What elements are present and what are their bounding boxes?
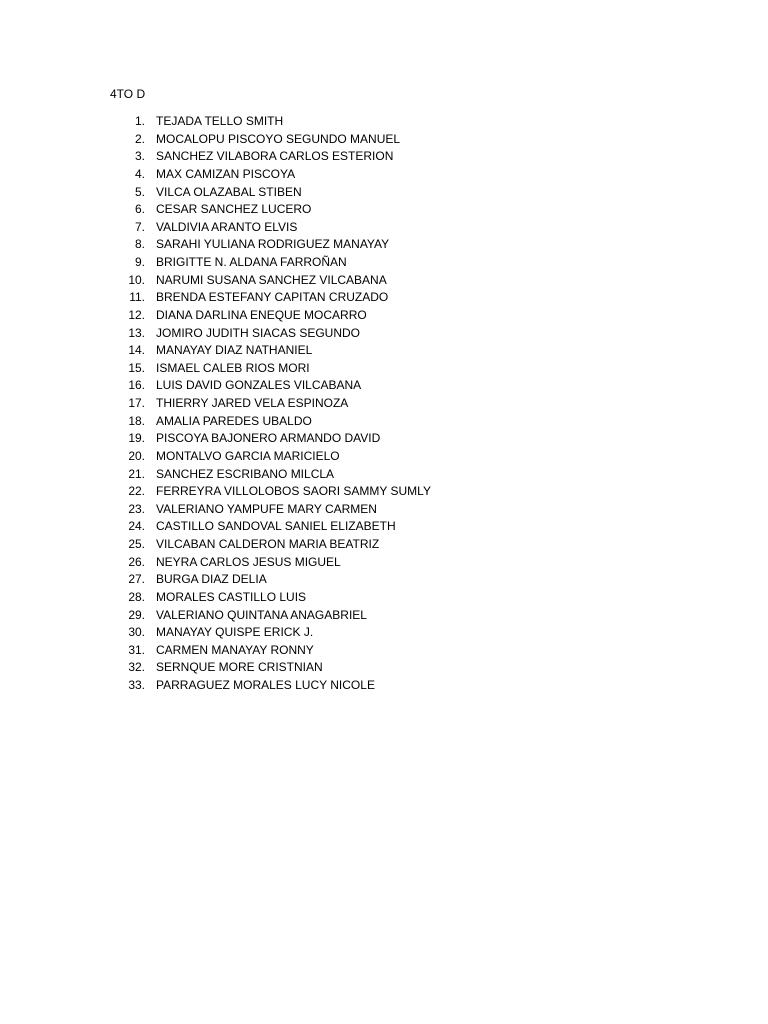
item-number: 20.	[128, 448, 145, 463]
student-name: SARAHI YULIANA RODRIGUEZ MANAYAY	[156, 237, 390, 252]
item-number: 23.	[128, 501, 145, 516]
item-number: 4.	[134, 166, 145, 181]
item-number: 3.	[134, 149, 145, 164]
list-item	[110, 642, 314, 660]
student-name: VALERIANO YAMPUFE MARY CARMEN	[156, 501, 377, 516]
student-name: MORALES CASTILLO LUIS	[156, 589, 307, 604]
list-item	[110, 254, 347, 272]
item-number: 9.	[134, 255, 145, 269]
student-name: JOMIRO JUDITH SIACAS SEGUNDO	[156, 325, 361, 340]
student-name: AMALIA PAREDES UBALDO	[156, 413, 312, 428]
list-item	[110, 325, 361, 343]
student-name: FERREYRA VILLOLOBOS SAORI SAMMY SUMLY	[156, 484, 431, 499]
student-name: PISCOYA BAJONERO ARMANDO DAVID	[156, 431, 381, 446]
list-item	[110, 430, 381, 448]
item-number: 21.	[128, 466, 145, 481]
student-name: BRIGITTE N. ALDANA FARROÑAN	[156, 255, 347, 269]
item-number: 13.	[128, 325, 145, 340]
item-number: 22.	[128, 484, 145, 499]
list-item	[110, 466, 335, 484]
student-name: VALERIANO QUINTANA ANAGABRIEL	[156, 607, 367, 622]
student-name: SANCHEZ VILABORA CARLOS ESTERION	[156, 149, 394, 164]
item-number: 15.	[128, 360, 145, 375]
list-item	[110, 589, 307, 607]
list-item	[110, 395, 349, 413]
student-list	[110, 113, 431, 695]
item-number: 31.	[128, 642, 145, 657]
item-number: 26.	[128, 554, 145, 569]
item-number: 10.	[128, 272, 145, 287]
item-number: 14.	[128, 343, 145, 358]
item-number: 5.	[134, 184, 145, 199]
list-item	[110, 272, 387, 290]
student-name: PARRAGUEZ MORALES LUCY NICOLE	[156, 678, 375, 692]
student-name: BURGA DIAZ DELIA	[156, 572, 267, 587]
list-item	[110, 448, 340, 466]
list-item	[110, 342, 313, 360]
item-number: 2.	[134, 131, 145, 146]
list-item	[110, 113, 284, 131]
student-name: VILCABAN CALDERON MARIA BEATRIZ	[156, 537, 380, 551]
student-name: ISMAEL CALEB RIOS MORI	[156, 360, 310, 375]
student-name: MAX CAMIZAN PISCOYA	[156, 166, 296, 181]
item-number: 17.	[128, 396, 145, 410]
student-name: MANAYAY QUISPE ERICK J.	[156, 625, 314, 640]
list-item	[110, 148, 394, 166]
item-number: 12.	[128, 307, 145, 322]
list-item	[110, 536, 380, 554]
list-item	[110, 131, 401, 149]
list-item	[110, 413, 312, 431]
item-number: 16.	[128, 378, 145, 393]
list-item	[110, 607, 367, 625]
list-item	[110, 307, 367, 325]
item-number: 19.	[128, 431, 145, 446]
student-name: CARMEN MANAYAY RONNY	[156, 642, 314, 657]
list-item	[110, 518, 396, 536]
item-number: 30.	[128, 625, 145, 640]
student-name: MOCALOPU PISCOYO SEGUNDO MANUEL	[156, 131, 401, 146]
student-name: SANCHEZ ESCRIBANO MILCLA	[156, 466, 335, 481]
student-name: TEJADA TELLO SMITH	[156, 114, 284, 128]
student-name: NEYRA CARLOS JESUS MIGUEL	[156, 554, 341, 569]
item-number: 8.	[134, 237, 145, 252]
item-number: 28.	[128, 589, 145, 604]
list-item	[110, 483, 431, 501]
list-item	[110, 184, 302, 202]
item-number: 32.	[128, 660, 145, 675]
student-name: CESAR SANCHEZ LUCERO	[156, 202, 312, 217]
student-name: THIERRY JARED VELA ESPINOZA	[156, 396, 349, 410]
student-name: SERNQUE MORE CRISTNIAN	[156, 660, 323, 675]
list-item	[110, 360, 310, 378]
item-number: 27.	[128, 572, 145, 587]
item-number: 33.	[128, 678, 145, 692]
list-item	[110, 624, 314, 642]
student-name: VILCA OLAZABAL STIBEN	[156, 184, 302, 199]
list-item	[110, 501, 377, 519]
list-item	[110, 659, 323, 677]
list-item	[110, 219, 298, 237]
item-number: 29.	[128, 607, 145, 622]
item-number: 25.	[128, 537, 145, 551]
student-name: NARUMI SUSANA SANCHEZ VILCABANA	[156, 272, 387, 287]
item-number: 24.	[128, 519, 145, 534]
item-number: 11.	[129, 290, 145, 305]
student-name: LUIS DAVID GONZALES VILCABANA	[156, 378, 362, 393]
item-number: 7.	[134, 219, 145, 234]
list-item	[110, 677, 375, 695]
student-name: VALDIVIA ARANTO ELVIS	[156, 219, 298, 234]
student-name: DIANA DARLINA ENEQUE MOCARRO	[156, 307, 367, 322]
item-number: 6.	[134, 202, 145, 217]
list-item	[110, 377, 362, 395]
list-item	[110, 571, 267, 589]
item-number: 18.	[128, 413, 145, 428]
list-item	[110, 166, 296, 184]
section-heading: 4TO D	[110, 87, 146, 101]
list-item	[110, 201, 312, 219]
list-item	[110, 554, 341, 572]
student-name: CASTILLO SANDOVAL SANIEL ELIZABETH	[156, 519, 396, 534]
student-name: BRENDA ESTEFANY CAPITAN CRUZADO	[156, 290, 389, 305]
item-number: 1.	[134, 114, 145, 128]
list-item	[110, 236, 390, 254]
list-item	[110, 289, 389, 307]
student-name: MONTALVO GARCIA MARICIELO	[156, 448, 340, 463]
student-name: MANAYAY DIAZ NATHANIEL	[156, 343, 313, 358]
